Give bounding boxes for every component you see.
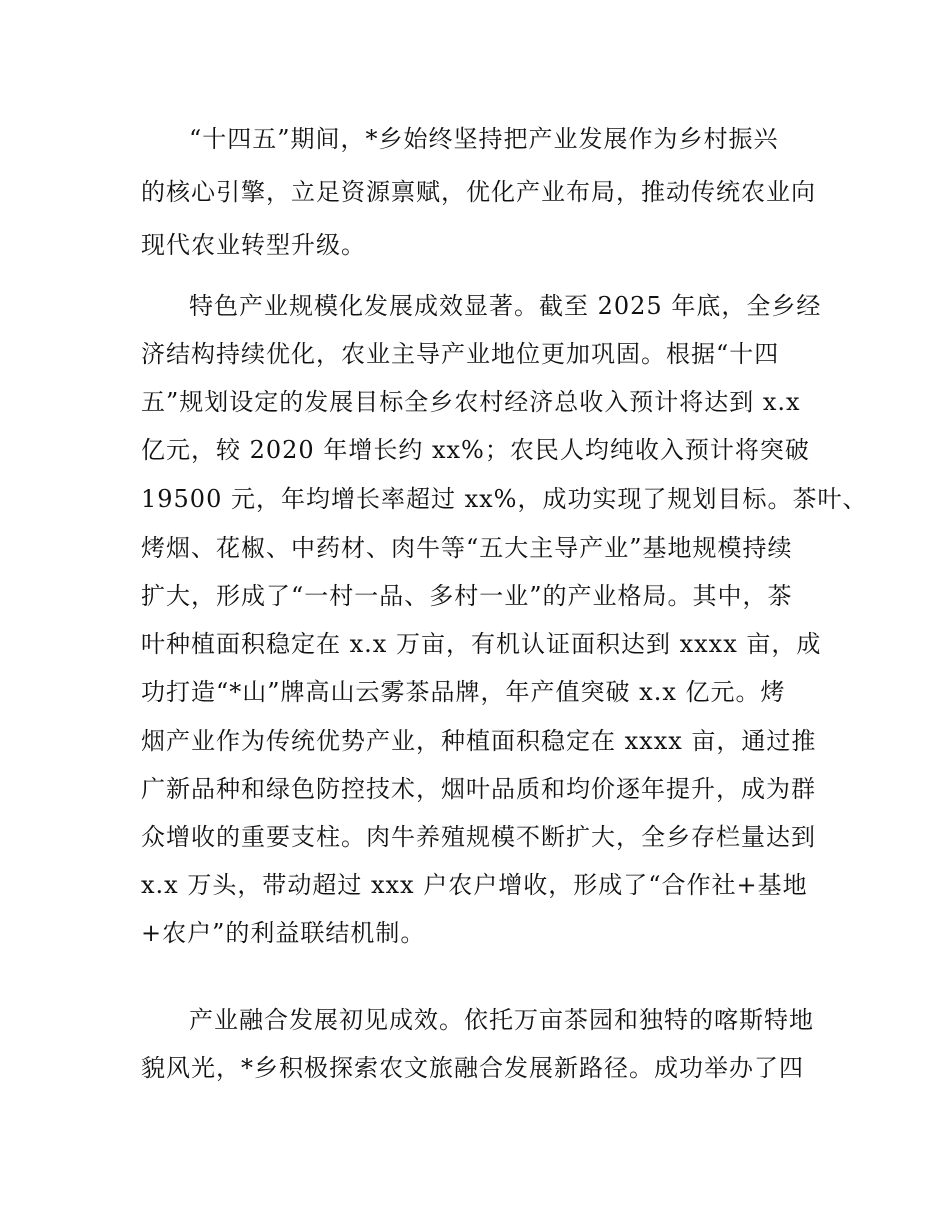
paragraph-line: 烟产业作为传统优势产业，种植面积稳定在 xxxx 亩，通过推 [141, 727, 817, 755]
paragraph-line: 济结构持续优化，农业主导产业地位更加巩固。根据“十四 [141, 340, 780, 368]
paragraph-line: 烤烟、花椒、中药材、肉牛等“五大主导产业”基地规模持续 [141, 534, 793, 562]
paragraph-line: 五”规划设定的发展目标全乡农村经济总收入预计将达到 x.x [141, 388, 801, 416]
paragraph-line: “十四五”期间，*乡始终坚持把产业发展作为乡村振兴 [189, 125, 779, 153]
paragraph-line: 19500 元，年均增长率超过 xx%，成功实现了规划目标。茶叶、 [141, 485, 868, 513]
paragraph-line: 叶种植面积稳定在 x.x 万亩，有机认证面积达到 xxxx 亩，成 [141, 630, 822, 658]
paragraph-line: 特色产业规模化发展成效显著。截至 2025 年底，全乡经 [189, 292, 822, 320]
paragraph-line: 亿元，较 2020 年增长约 xx%；农民人均纯收入预计将突破 [141, 436, 810, 464]
paragraph-line: 产业融合发展初见成效。依托万亩茶园和独特的喀斯特地 [189, 1006, 814, 1034]
paragraph-line: 众增收的重要支柱。肉牛养殖规模不断扩大，全乡存栏量达到 [141, 823, 816, 851]
paragraph-line: 广新品种和绿色防控技术，烟叶品质和均价逐年提升，成为群 [141, 775, 816, 803]
paragraph-line: 现代农业转型升级。 [141, 231, 366, 259]
paragraph-line: 功打造“*山”牌高山云雾茶品牌，年产值突破 x.x 亿元。烤 [141, 678, 786, 706]
paragraph-line: 扩大，形成了“一村一品、多村一业”的产业格局。其中，茶 [141, 582, 793, 610]
paragraph-line: 的核心引擎，立足资源禀赋，优化产业布局，推动传统农业向 [141, 178, 816, 206]
paragraph-line: x.x 万头，带动超过 xxx 户农户增收，形成了“合作社+基地 [141, 871, 808, 899]
paragraph-line: +农户”的利益联结机制。 [141, 919, 426, 947]
paragraph-line: 貌风光，*乡积极探索农文旅融合发展新路径。成功举办了四 [141, 1054, 804, 1082]
